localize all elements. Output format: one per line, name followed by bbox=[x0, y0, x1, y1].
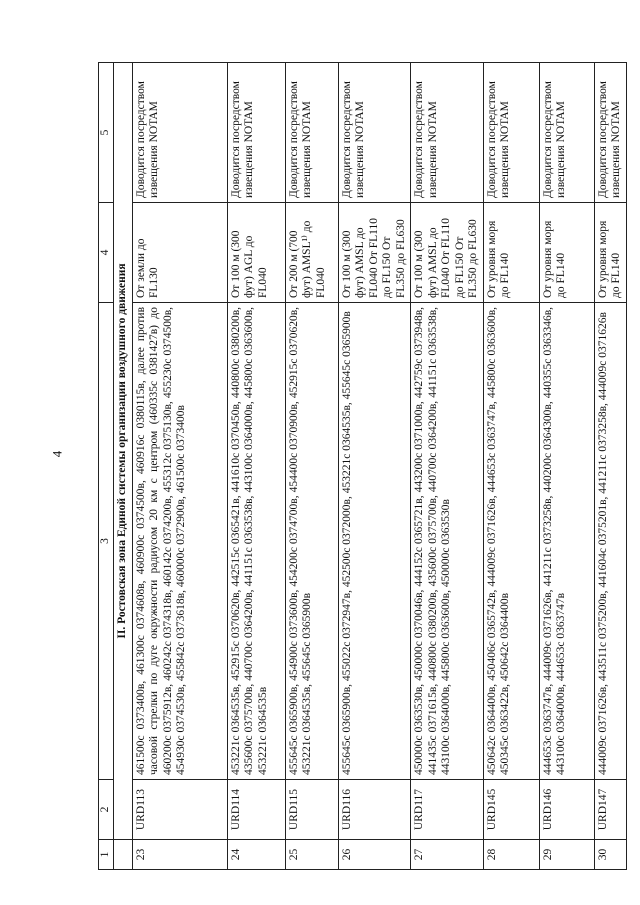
table-row bbox=[539, 63, 594, 870]
zone-code: URD114 bbox=[227, 780, 285, 840]
zone-coordinates: 450642с 0364400в, 450406с 0365742в, 444009с 0371626в, 444653с 0363747в, 445800с 0363600в, 450345с 0363422в, 450642с 0364400в bbox=[483, 303, 539, 780]
zone-coordinates: 444009с 0371626в, 443511с 0375200в, 441604с 0375201в, 441211с 0373258в, 444009с 0371626в bbox=[594, 303, 626, 780]
table-row bbox=[132, 63, 227, 870]
row-number: 30 bbox=[594, 840, 626, 870]
zone-altitude: От 100 м (300 фут) AMSL до FL040 От FL110 до FL150 От FL350 до FL630 bbox=[411, 203, 484, 303]
zone-notam: Доводится посредством извещения NOTAM bbox=[411, 63, 484, 203]
restricted-zones-table bbox=[98, 62, 627, 870]
header-col-3: 3 bbox=[99, 303, 114, 780]
row-number: 29 bbox=[539, 840, 594, 870]
zone-code: URD115 bbox=[285, 780, 338, 840]
zone-altitude: От уровня моря до FL140 bbox=[594, 203, 626, 303]
zone-coordinates: 453221с 0364535в, 452915с 0370620в, 442515с 0365421в, 441610с 0370450в, 440800с 0380200в, 435600с 0375700в, 440700с 0364200в, 441151с 0363538в, 443100с 0364000в, 445800с 0363600в, 453221с 0364535в bbox=[227, 303, 285, 780]
zone-code: URD145 bbox=[483, 780, 539, 840]
page-number: 4 bbox=[49, 450, 65, 458]
zone-notam: Доводится посредством извещения NOTAM bbox=[227, 63, 285, 203]
zone-altitude: От 100 м (300 фут) AGL до FL040 bbox=[227, 203, 285, 303]
zone-notam: Доводится посредством извещения NOTAM bbox=[338, 63, 411, 203]
header-col-4: 4 bbox=[99, 203, 114, 303]
zone-coordinates: 461500с 0373400в, 461300с 0374608в, 460900с 0374500в, 460916с 0380115в, далее против часовой стрелки по дуге окружности радиусом 20 км с центром (460335с 0381427в) до 460200с 0375912в, 460242с 0374318в, 460142с 0374200в, 455312с 0375130в, 455230с 0374500в, 454930с 0374530в, 455842с 0373618в, 460000с 0372900в, 461500с 0373400в bbox=[132, 303, 227, 780]
header-col-5: 5 bbox=[99, 63, 114, 203]
section-blank-cell bbox=[113, 840, 132, 870]
header-col-2: 2 bbox=[99, 780, 114, 840]
zone-code: URD117 bbox=[411, 780, 484, 840]
table-row bbox=[338, 63, 411, 870]
zone-code: URD147 bbox=[594, 780, 626, 840]
table-row bbox=[483, 63, 539, 870]
header-col-1: 1 bbox=[99, 840, 114, 870]
zone-altitude: От уровня моря до FL140 bbox=[539, 203, 594, 303]
row-number: 26 bbox=[338, 840, 411, 870]
section-row bbox=[113, 63, 132, 870]
zone-coordinates: 455645с 0365900в, 455022с 0372947в, 452500с 0372000в, 453221с 0364535в, 455645с 0365900в bbox=[338, 303, 411, 780]
zone-altitude: От 100 м (300 фут) AMSL до FL040 От FL110 до FL150 От FL350 до FL630 bbox=[338, 203, 411, 303]
zone-notam: Доводится посредством извещения NOTAM bbox=[483, 63, 539, 203]
rotated-page-content bbox=[98, 63, 622, 870]
zone-notam: Доводится посредством извещения NOTAM bbox=[539, 63, 594, 203]
zone-notam: Доводится посредством извещения NOTAM bbox=[285, 63, 338, 203]
zone-coordinates: 444653с 0363747в, 444009с 0371626в, 441211с 0373258в, 440200с 0364300в, 440355с 0363346в, 443100с 0364000в, 444653с 0363747в bbox=[539, 303, 594, 780]
table-row bbox=[594, 63, 626, 870]
table-row bbox=[411, 63, 484, 870]
row-number: 23 bbox=[132, 840, 227, 870]
table-row bbox=[285, 63, 338, 870]
zone-coordinates: 450000с 0363530в, 450000с 0370046в, 444152с 0365721в, 443200с 0371000в, 442759с 0373948в, 441435с 0371615в, 440800с 0380200в, 435600с 0375700в, 440700с 0364200в, 441151с 0363538в, 443100с 0364000в, 445800с 0363600в, 450000с 0363530в bbox=[411, 303, 484, 780]
row-number: 25 bbox=[285, 840, 338, 870]
zone-notam: Доводится посредством извещения NOTAM bbox=[132, 63, 227, 203]
zone-code: URD146 bbox=[539, 780, 594, 840]
zone-code: URD113 bbox=[132, 780, 227, 840]
zone-notam: Доводится посредством извещения NOTAM bbox=[594, 63, 626, 203]
zone-altitude: От уровня моря до FL140 bbox=[483, 203, 539, 303]
table-row bbox=[227, 63, 285, 870]
row-number: 27 bbox=[411, 840, 484, 870]
zone-coordinates: 455645с 0365900в, 454900с 0373600в, 454200с 0374700в, 454400с 0370900в, 452915с 0370620в, 453221с 0364535в, 455645с 0365900в bbox=[285, 303, 338, 780]
zone-altitude: От 200 м (700 фут) AMSL¹⁾ до FL040 bbox=[285, 203, 338, 303]
header-row bbox=[99, 63, 114, 870]
section-title: II. Ростовская зона Единой системы организации воздушного движения bbox=[113, 63, 132, 840]
zone-code: URD116 bbox=[338, 780, 411, 840]
row-number: 24 bbox=[227, 840, 285, 870]
zone-altitude: От земли до FL130 bbox=[132, 203, 227, 303]
row-number: 28 bbox=[483, 840, 539, 870]
